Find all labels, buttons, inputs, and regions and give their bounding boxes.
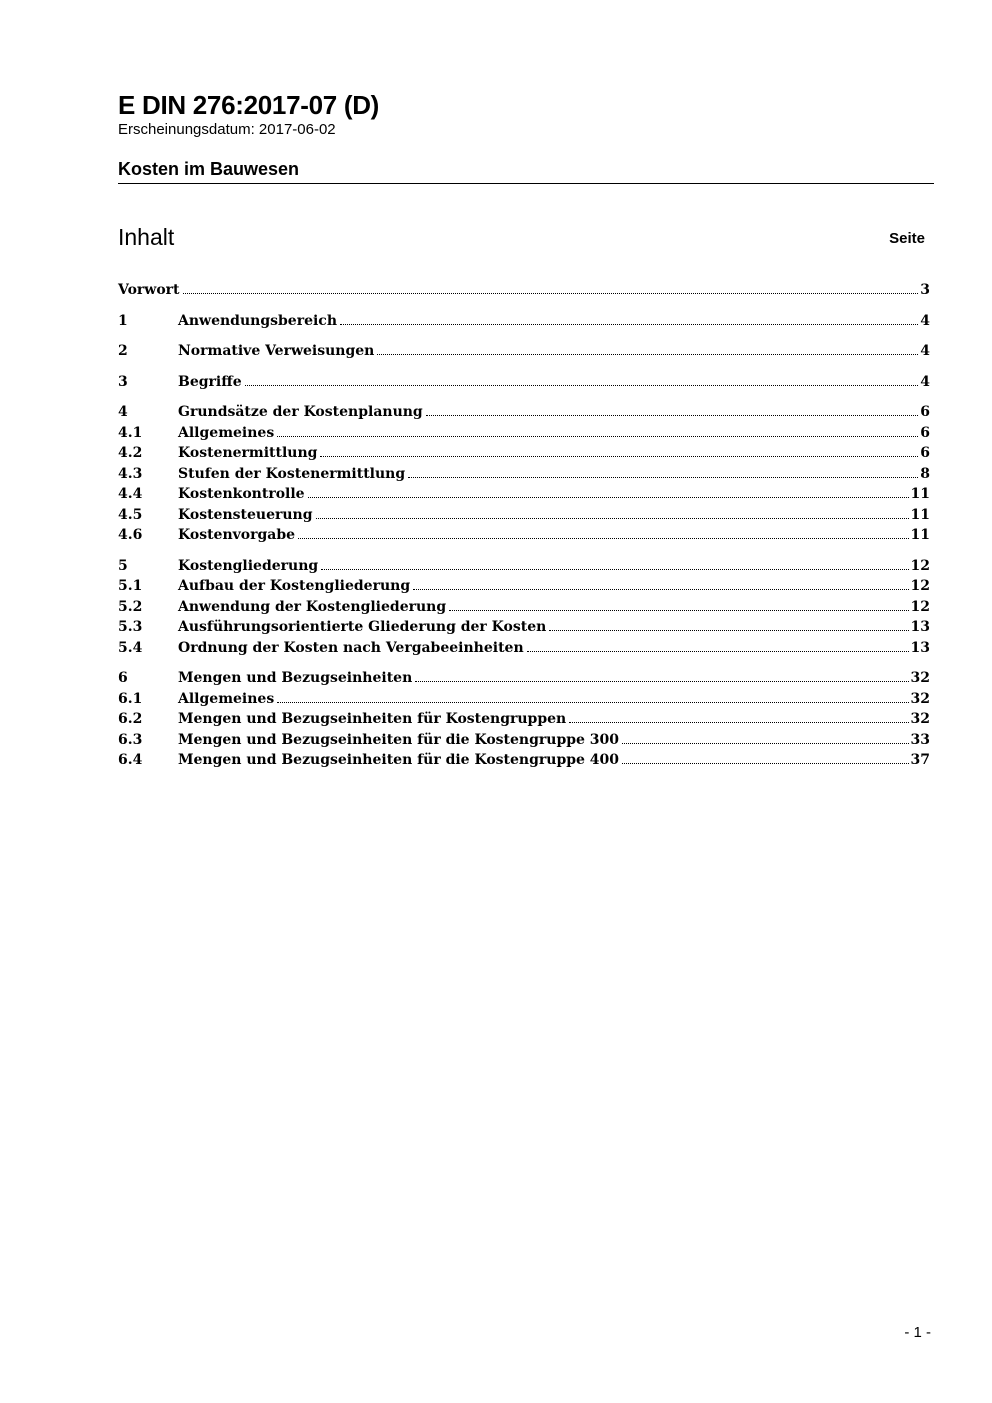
toc-dot-leader (415, 668, 908, 682)
toc-entry-5-4[interactable] (118, 638, 930, 659)
toc-entry-title: Anwendungsbereich (178, 312, 337, 329)
toc-dot-leader (622, 750, 908, 764)
toc-entry-5-2[interactable] (118, 597, 930, 618)
toc-dot-leader (277, 689, 908, 703)
page-number: - 1 - (904, 1324, 931, 1341)
header-divider (118, 183, 934, 184)
toc-dot-leader (321, 556, 908, 570)
toc-entry-4-3[interactable] (118, 464, 930, 485)
toc-entry-title: Grundsätze der Kostenplanung (178, 404, 423, 420)
toc-entry-title: Mengen und Bezugseinheiten für die Kostengruppe 400 (178, 752, 620, 768)
toc-entry-4-5[interactable] (118, 505, 930, 526)
toc-entry-1[interactable] (118, 311, 930, 332)
toc-entry-page: 11 (910, 506, 930, 523)
toc-entry-title: Ausführungsorientierte Gliederung der Kosten (178, 619, 547, 635)
toc-entry-page: 12 (910, 578, 930, 594)
toc-entry-vorwort[interactable] (118, 280, 930, 301)
toc-entry-page: 33 (910, 731, 930, 748)
toc-page-column-label: Seite (889, 230, 925, 247)
toc-dot-leader (622, 730, 908, 744)
toc-entry-5-1[interactable] (118, 576, 930, 597)
toc-entry-title: Anwendung der Kostengliederung (178, 598, 447, 615)
toc-entry-page: 11 (910, 527, 930, 543)
toc-entry-number: 5.3 (118, 619, 143, 635)
toc-dot-leader (340, 311, 918, 325)
toc-entry-6-1[interactable] (118, 689, 930, 710)
toc-entry-title: Kostenkontrolle (178, 486, 305, 502)
toc-dot-leader (320, 443, 918, 457)
toc-entry-page: 13 (910, 619, 930, 635)
document-title: E DIN 276:2017-07 (D) (118, 90, 380, 120)
toc-entry-6[interactable] (118, 668, 930, 689)
toc-entry-number: 4.3 (118, 465, 143, 482)
toc-entry-4-4[interactable] (118, 484, 930, 505)
toc-dot-leader (298, 525, 908, 539)
toc-entry-page: 32 (910, 690, 930, 707)
toc-entry-page: 12 (910, 557, 930, 574)
toc-entry-title: Kostenermittlung (178, 445, 318, 461)
toc-dot-leader (183, 280, 919, 294)
toc-entry-number: 4.6 (118, 527, 143, 543)
toc-dot-leader (308, 484, 909, 498)
toc-entry-4[interactable] (118, 402, 930, 423)
toc-entry-number: 4.5 (118, 506, 143, 523)
toc-entry-title: Mengen und Bezugseinheiten für Kostengruppen (178, 711, 567, 727)
toc-entry-number: 4.1 (118, 424, 143, 441)
toc-entry-number: 6.2 (118, 711, 143, 727)
toc-entry-title: Mengen und Bezugseinheiten für die Kostengruppe 300 (178, 731, 620, 748)
toc-entry-4-1[interactable] (118, 423, 930, 444)
toc-entry-number: 3 (118, 373, 128, 390)
toc-dot-leader (277, 423, 918, 437)
toc-entry-title: Ordnung der Kosten nach Vergabeeinheiten (178, 639, 524, 656)
toc-entry-page: 6 (920, 404, 930, 420)
toc-entry-2[interactable] (118, 341, 930, 362)
toc-entry-6-2[interactable] (118, 709, 930, 730)
toc-entry-4-2[interactable] (118, 443, 930, 464)
toc-dot-leader (413, 576, 908, 590)
toc-entry-page: 37 (910, 752, 930, 768)
toc-entry-5[interactable] (118, 556, 930, 577)
issue-date: Erscheinungsdatum: 2017-06-02 (118, 121, 336, 138)
toc-entry-3[interactable] (118, 372, 930, 393)
toc-entry-page: 6 (920, 445, 930, 461)
toc-entry-page: 13 (910, 639, 930, 656)
toc-entry-page: 4 (920, 312, 930, 329)
toc-entry-title: Stufen der Kostenermittlung (178, 465, 406, 482)
toc-entry-number: 4 (118, 404, 128, 420)
toc-entry-page: 6 (920, 424, 930, 441)
toc-entry-number: 2 (118, 343, 128, 359)
toc-entry-number: 6.4 (118, 752, 143, 768)
toc-dot-leader (377, 341, 918, 355)
toc-dot-leader (569, 709, 908, 723)
toc-entry-number: 5 (118, 557, 128, 574)
toc-entry-5-3[interactable] (118, 617, 930, 638)
toc-entry-number: 6 (118, 670, 128, 686)
toc-entry-title: Normative Verweisungen (178, 343, 375, 359)
toc-entry-number: 4.2 (118, 445, 143, 461)
toc-entry-page: 3 (920, 282, 930, 298)
toc-entry-page: 4 (920, 343, 930, 359)
toc-entry-number: 6.3 (118, 731, 143, 748)
document-subject: Kosten im Bauwesen (118, 159, 300, 179)
toc-entry-page: 4 (920, 373, 930, 390)
toc-entry-page: 12 (910, 598, 930, 615)
table-of-contents (118, 280, 930, 771)
toc-entry-title: Kostengliederung (178, 557, 319, 574)
toc-entry-number: 1 (118, 312, 128, 329)
toc-entry-page: 32 (910, 670, 930, 686)
toc-dot-leader (449, 597, 908, 611)
toc-entry-title: Kostenvorgabe (178, 527, 296, 543)
toc-dot-leader (549, 617, 908, 631)
toc-entry-number: 5.2 (118, 598, 143, 615)
toc-heading: Inhalt (118, 224, 175, 250)
toc-dot-leader (316, 505, 909, 519)
toc-entry-4-6[interactable] (118, 525, 930, 546)
toc-entry-number: 5.4 (118, 639, 143, 656)
toc-entry-page: 8 (920, 465, 930, 482)
toc-dot-leader (527, 638, 909, 652)
toc-dot-leader (426, 402, 919, 416)
toc-entry-number: 4.4 (118, 486, 143, 502)
toc-dot-leader (408, 464, 918, 478)
toc-entry-title: Aufbau der Kostengliederung (178, 578, 411, 594)
toc-entry-page: 11 (910, 486, 930, 502)
toc-entry-title: Allgemeines (178, 690, 275, 707)
toc-dot-leader (245, 372, 919, 386)
toc-entry-6-4[interactable] (118, 750, 930, 771)
toc-entry-title: Vorwort (118, 282, 180, 298)
toc-entry-page: 32 (910, 711, 930, 727)
toc-entry-title: Mengen und Bezugseinheiten (178, 670, 413, 686)
toc-entry-title: Begriffe (178, 373, 242, 390)
toc-entry-title: Kostensteuerung (178, 506, 313, 523)
toc-entry-6-3[interactable] (118, 730, 930, 751)
toc-entry-number: 6.1 (118, 690, 143, 707)
toc-entry-title: Allgemeines (178, 424, 275, 441)
toc-entry-number: 5.1 (118, 578, 143, 594)
